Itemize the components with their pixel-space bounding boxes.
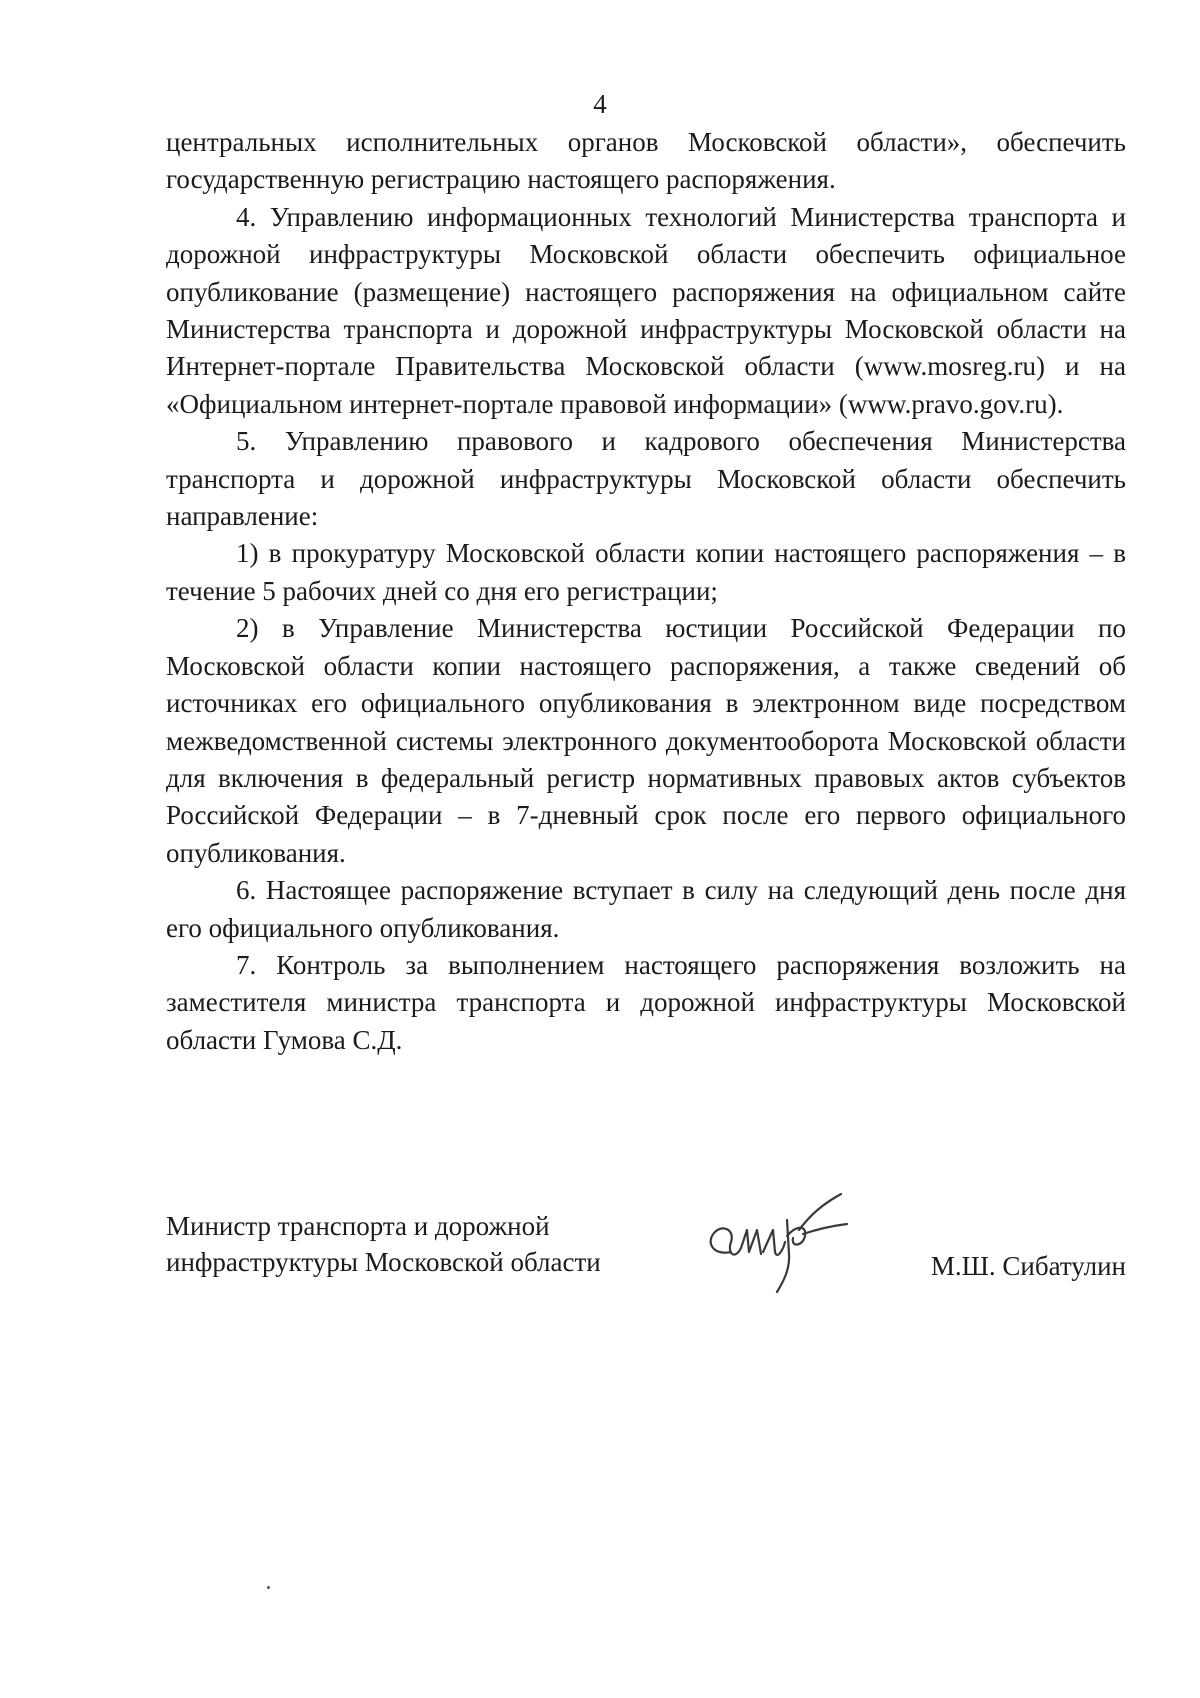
paragraph-item-6: 6. Настоящее распоряжение вступает в силу на следующий день после дня его официального опубликования. — [166, 875, 1126, 943]
signature-block — [166, 1208, 1126, 1328]
paragraph-item-7: 7. Контроль за выполнением настоящего распоряжения возложить на заместителя министра транспорта и дорожной инфраструктуры Московской области Гумова С.Д. — [166, 949, 1126, 1055]
signer-name: М.Ш. Сибатулин — [930, 1251, 1126, 1281]
handwritten-signature-icon — [691, 1190, 861, 1300]
paragraph-item-4: 4. Управлению информационных технологий Министерства транспорта и дорожной инфраструктуры Московской области обеспечить официальное опубликование (размещение) настоящего распоряжения на официальном сайте Министерства транспорта и дорожной инфраструктуры Московской области на Интернет-портале Правительства Московской области (www.mosreg.ru) и на «Официальном интернет-портале правовой информации» (www.pravo.gov.ru). — [166, 201, 1126, 419]
document-body — [166, 124, 1126, 1059]
page-number: 4 — [593, 89, 607, 119]
paragraph-item-5: 5. Управлению правового и кадрового обеспечения Министерства транспорта и дорожной инфраструктуры Московской области обеспечить направление: — [166, 426, 1126, 532]
paragraph-subitem-2: 2) в Управление Министерства юстиции Российской Федерации по Московской области копии настоящего распоряжения, а также сведений об источниках его официального опубликования в электронном виде посредством межведомственной системы электронного документооборота Московской области для включения в федеральный регистр нормативных правовых актов субъектов Российской Федерации – в 7-дневный срок после его первого официального опубликования. — [166, 613, 1126, 868]
paragraph-subitem-1: 1) в прокуратуру Московской области копии настоящего распоряжения – в течение 5 рабочих дней со дня его регистрации; — [166, 538, 1126, 606]
paragraph-continuation: центральных исполнительных органов Московской области», обеспечить государственную регистрацию настоящего распоряжения. — [166, 127, 1126, 195]
signer-position-title: Министр транспорта и дорожной инфраструктуры Московской области — [166, 1211, 601, 1277]
scan-speck — [267, 1586, 270, 1589]
